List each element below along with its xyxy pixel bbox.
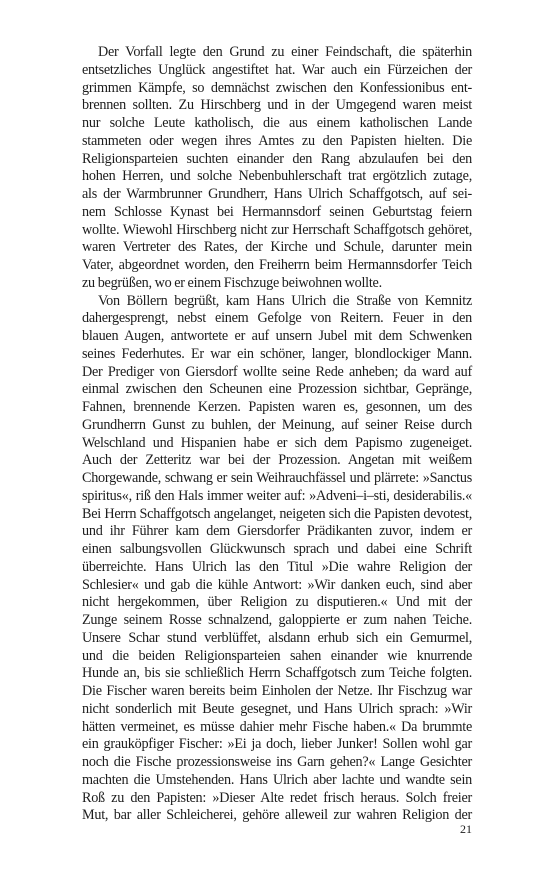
text-line: stammeten oder wegen ihres Amtes zu den Papisten hielten. Die: [82, 132, 472, 149]
text-line: spiritus«, riß den Hals immer weiter auf: »Adveni–i–sti, desiderabilis.«: [82, 487, 472, 504]
text-line: Die Fischer waren bereits beim Einholen der Netze. Ihr Fischzug war: [82, 683, 472, 699]
text-line: noch die Fische prozessionsweise ins Garn gehen?« Lange Gesichter: [82, 754, 472, 770]
text-line: Roß zu den Papisten: »Dieser Alte redet frisch heraus. Solch freier: [82, 789, 472, 806]
page-number: 21: [460, 822, 472, 836]
text-line: zu begrüßen, wo er einem Fischzuge beiwohnen wollte.: [82, 274, 382, 291]
text-line: Fahnen, brennende Kerzen. Papisten waren es, gesonnen, um des: [82, 399, 472, 415]
text-line: Bei Herrn Schaffgotsch angelanget, neigeten sich die Papisten devotest,: [82, 505, 472, 522]
text-line: brennen sollten. Zu Hirschberg und in der Umgegend waren meist: [82, 97, 472, 114]
text-line: nur solche Leute katholisch, die aus einem katholischen Lande: [82, 115, 472, 131]
text-line: Von Böllern begrüßt, kam Hans Ulrich die Straße von Kemnitz: [98, 292, 472, 309]
text-line: Unsere Schar stund verblüffet, alsdann erhub sich ein Gemurmel,: [82, 629, 472, 646]
text-line: Mut, bar aller Schleicherei, gehöre alleweil zur wahren Religion der: [82, 807, 472, 824]
text-line: waren Vertreter des Rates, der Kirche und Schule, darunter mein: [82, 239, 472, 256]
text-line: Schlesier« und gab die kühle Antwort: »Wir danken euch, sind aber: [82, 576, 472, 593]
text-line: machten die Umstehenden. Hans Ulrich aber lachte und wandte sein: [82, 771, 472, 788]
text-line: überreichte. Hans Ulrich las den Titul »Die wahre Religion der: [82, 558, 472, 575]
text-line: Der Prediger von Giersdorf wollte seine Rede anheben; da ward auf: [82, 363, 472, 380]
text-line: Vater, abgeordnet worden, den Freiherrn beim Hermannsdorfer Teich: [82, 257, 472, 273]
text-line: Der Vorfall legte den Grund zu einer Feindschaft, die späterhin: [98, 44, 472, 60]
text-line: und ihr Führer kam dem Giersdorfer Prädikanten zuvor, indem er: [82, 523, 472, 540]
text-line: seines Federhutes. Er war ein schöner, langer, blondlockiger Mann.: [82, 345, 472, 362]
text-line: ein grauköpfiger Fischer: »Ei ja doch, lieber Junker! Sollen wohl gar: [82, 736, 472, 753]
text-line: Hunde an, bis sie schließlich Herrn Schaffgotsch zum Teiche folgten.: [82, 665, 472, 682]
text-line: dahergesprengt, nebst einem Gefolge von Reitern. Feuer in den: [82, 310, 472, 327]
text-line: grimmen Kämpfe, so demnächst zwischen den Konfessionibus ent-: [82, 79, 472, 96]
text-line: entsetzliches Unglück angestiftet hat. War auch ein Fürzeichen der: [82, 61, 472, 78]
text-line: als der Warmbrunner Grundherr, Hans Ulrich Schaffgotsch, auf sei-: [82, 186, 472, 202]
text-line: Auch der Zetteritz war bei der Prozession. Angetan mit weißem: [82, 452, 472, 469]
text-line: einmal zwischen den Scheunen eine Prozession sichtbar, Gepränge,: [82, 381, 472, 398]
text-line: nicht hergekommen, über Religion zu disputieren.« Und mit der: [82, 594, 472, 611]
text-line: und die beiden Religionsparteien sahen einander wie knurrende: [82, 647, 472, 664]
text-line: wollte. Wiewohl Hirschberg nicht zur Herrschaft Schaffgotsch gehöret,: [82, 221, 472, 238]
text-line: einen salbungsvollen Glückwunsch sprach und dabei eine Schrift: [82, 541, 472, 557]
text-line: blauen Augen, antwortete er auf unsern Jubel mit dem Schwenken: [82, 328, 472, 344]
text-line: nicht sonderlich mit Beute gesegnet, und Hans Ulrich sprach: »Wir: [82, 700, 472, 717]
text-line: hohen Herren, und solche Nebenbuhlerschaft trat ergötzlich zutage,: [82, 168, 472, 185]
page-body-text: [82, 44, 472, 825]
text-line: Religionsparteien suchten einander den Rang abzulaufen bei den: [82, 150, 472, 167]
text-line: Chorgewande, schwang er sein Weihrauchfässel und plärrete: »Sanctus: [82, 470, 472, 486]
text-line: nem Schlosse Kynast bei Hermannsdorf seinen Geburtstag feiern: [82, 203, 472, 220]
text-line: hätten vermeinet, es müsse dahier mehr Fische haben.« Da brummte: [82, 718, 472, 735]
text-line: Grundherrn Gunst zu buhlen, der Meinung, auf seiner Reise durch: [82, 416, 472, 433]
text-line: Welschland und Hispanien habe er sich dem Papismo zugeneiget.: [82, 434, 472, 451]
text-line: Zunge seinem Rosse schnalzend, galoppierte er zum nahen Teiche.: [82, 612, 472, 628]
